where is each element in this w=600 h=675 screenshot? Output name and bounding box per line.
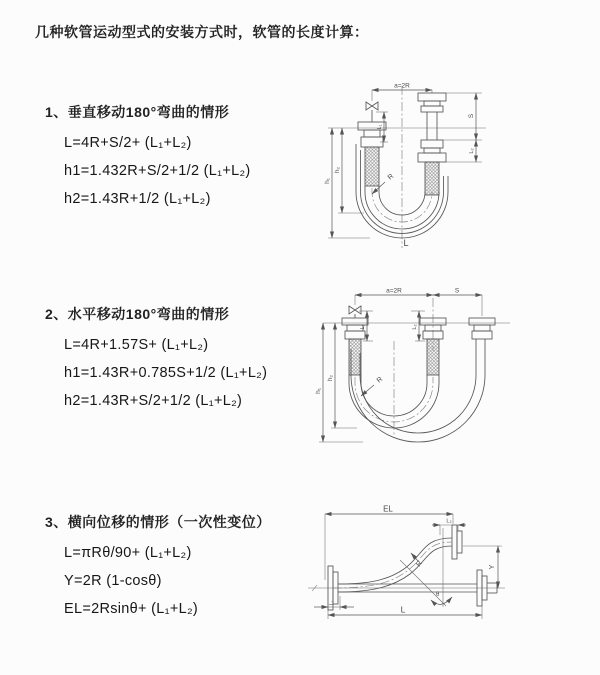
dim-label-l2: L₂	[412, 324, 418, 330]
formula-line: Y=2R (1-cosθ)	[64, 573, 162, 589]
formula-line: EL=2Rsinθ+ (L₁+L₂)	[64, 601, 199, 617]
dim-label-l1: L₁	[329, 600, 335, 606]
y-dimension	[463, 546, 502, 588]
valve-icon	[349, 306, 361, 318]
section-vertical-bend	[45, 102, 325, 213]
dim-label-a2r: a=2R	[386, 287, 402, 295]
dim-label-h2: h₂	[334, 166, 341, 174]
section-heading-3: 3、横向位移的情形（一次性变位）	[45, 514, 271, 530]
dim-label-s: S	[454, 287, 460, 295]
section-lateral-displacement	[45, 512, 325, 623]
dim-label-l2: L₂	[446, 518, 452, 525]
dim-label-r: R	[415, 559, 424, 569]
formula-line: h1=1.432R+S/2+1/2 (L₁+L₂)	[64, 163, 251, 179]
formula-line: L=4R+S/2+ (L₁+L₂)	[64, 135, 192, 151]
formula-line: L=πRθ/90+ (L₁+L₂)	[64, 545, 192, 561]
dim-label-l: L	[403, 238, 409, 248]
dim-label-l1: L₁	[377, 124, 383, 130]
dim-label-theta: θ	[436, 592, 440, 598]
dim-label-l: L	[400, 604, 406, 615]
page-title: 几种软管运动型式的安装方式时，软管的长度计算：	[35, 24, 369, 40]
right-fitting	[418, 93, 446, 195]
dim-label-el: EL	[383, 504, 393, 514]
braided-hose-section	[427, 339, 439, 375]
left-fitting-dimension	[314, 596, 354, 610]
centerlines	[328, 86, 486, 248]
vertical-bend-diagram	[318, 78, 530, 252]
top-dimensions	[355, 288, 482, 317]
formula-line: h2=1.43R+1/2 (L₁+L₂)	[64, 191, 211, 207]
dim-label-y: Y	[489, 564, 496, 570]
left-dimensions	[324, 128, 370, 238]
el-dimension	[325, 505, 453, 581]
dim-label-h1: h₁	[315, 388, 322, 394]
dim-label-h1: h₁	[324, 178, 331, 184]
radius-callout	[361, 376, 384, 396]
hose-u-bend	[349, 339, 485, 442]
dim-label-a2r: a=2R	[394, 82, 410, 90]
dim-label-l1: L₁	[360, 324, 366, 330]
upper-fitting-dimension	[432, 519, 466, 536]
left-fitting	[358, 122, 386, 186]
right-fitting	[469, 318, 495, 339]
formula-line: h1=1.43R+0.785S+1/2 (L₁+L₂)	[64, 365, 268, 381]
dim-label-r: R	[375, 375, 385, 385]
dim-label-h2: h₂	[327, 374, 334, 382]
upper-flange	[452, 525, 462, 559]
dim-label-r: R	[386, 172, 396, 182]
braided-hose-section	[425, 162, 439, 195]
formula-line: L=4R+1.57S+ (L₁+L₂)	[64, 337, 209, 353]
section-heading-2: 2、水平移动180°弯曲的情形	[45, 306, 230, 322]
horizontal-bend-diagram	[315, 283, 530, 455]
lateral-displacement-diagram	[300, 500, 510, 635]
braided-hose-section	[365, 147, 379, 186]
fitting-length-dimensions	[359, 311, 425, 341]
dim-label-l2: L₂	[469, 148, 475, 154]
section-heading-1: 1、垂直移动180°弯曲的情形	[45, 104, 230, 120]
dim-label-s: S	[468, 113, 475, 119]
right-dimensions	[443, 93, 482, 162]
formula-line: h2=1.43R+S/2+1/2 (L₁+L₂)	[64, 393, 243, 409]
section-horizontal-bend	[45, 304, 325, 415]
